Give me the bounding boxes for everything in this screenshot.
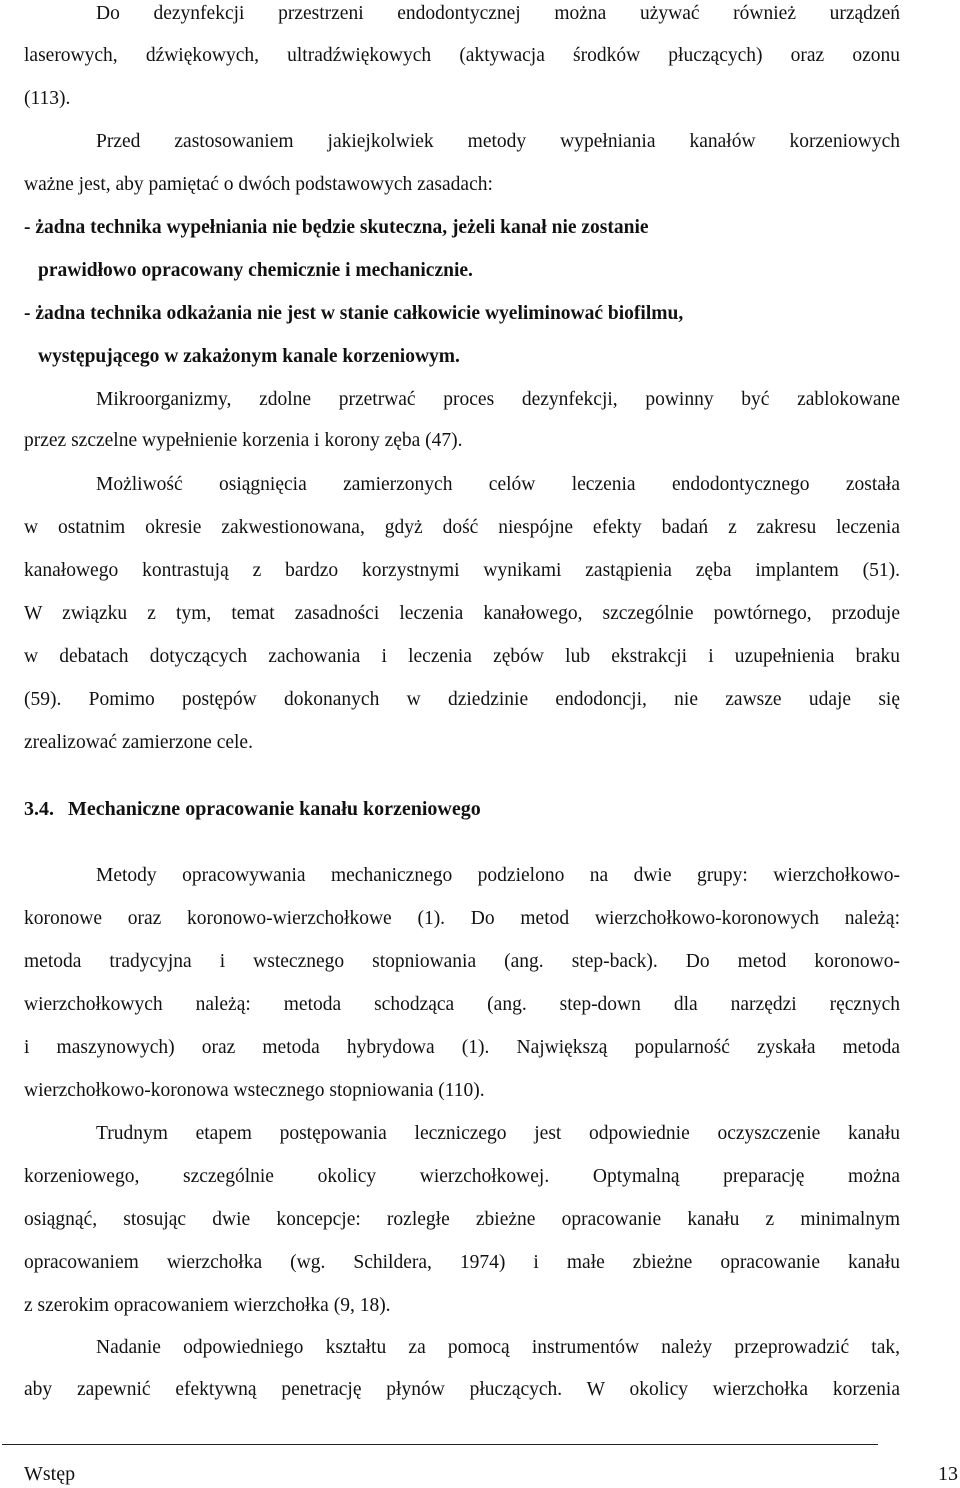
section-title: Mechaniczne opracowanie kanału korzeniowego xyxy=(68,798,481,820)
text-line: (113). xyxy=(24,88,71,109)
text-line: koronowe oraz koronowo-wierzchołkowe (1). Do metod wierzchołkowo-koronowych należą: xyxy=(24,908,900,929)
footer-divider xyxy=(2,1444,878,1445)
rule-item: - żadna technika wypełniania nie będzie skuteczna, jeżeli kanał nie zostanie xyxy=(24,217,649,238)
text-line: Do dezynfekcji przestrzeni endodontycznej można używać również urządzeń xyxy=(96,3,900,24)
text-line: opracowaniem wierzchołka (wg. Schildera, 1974) i małe zbieżne opracowanie kanału xyxy=(24,1252,900,1273)
text-line: aby zapewnić efektywną penetrację płynów płuczących. W okolicy wierzchołka korzenia xyxy=(24,1379,900,1400)
text-line: i maszynowych) oraz metoda hybrydowa (1). Największą popularność zyskała metoda xyxy=(24,1037,900,1058)
text-line: wierzchołkowych należą: metoda schodząca (ang. step-down dla narzędzi ręcznych xyxy=(24,994,900,1015)
text-line: korzeniowego, szczególnie okolicy wierzchołkowej. Optymalną preparację można xyxy=(24,1166,900,1187)
rule-item: - żadna technika odkażania nie jest w stanie całkowicie wyeliminować biofilmu, xyxy=(24,303,684,324)
text-line: z szerokim opracowaniem wierzchołka (9, 18). xyxy=(24,1295,391,1316)
text-line: zrealizować zamierzone cele. xyxy=(24,732,253,753)
text-line: w debatach dotyczących zachowania i leczenia zębów lub ekstrakcji i uzupełnienia braku xyxy=(24,646,900,667)
section-number: 3.4. xyxy=(24,798,54,820)
rule-item-continuation: prawidłowo opracowany chemicznie i mechanicznie. xyxy=(38,260,473,281)
text-line: Metody opracowywania mechanicznego podzielono na dwie grupy: wierzchołkowo- xyxy=(96,865,900,886)
text-line: Możliwość osiągnięcia zamierzonych celów leczenia endodontycznego została xyxy=(96,474,900,495)
text-line: ważne jest, aby pamiętać o dwóch podstawowych zasadach: xyxy=(24,174,493,195)
section-heading xyxy=(24,795,481,823)
text-line: kanałowego kontrastują z bardzo korzystnymi wynikami zastąpienia zęba implantem (51). xyxy=(24,560,900,581)
text-line: Nadanie odpowiedniego kształtu za pomocą instrumentów należy przeprowadzić tak, xyxy=(96,1337,900,1358)
text-line: W związku z tym, temat zasadności leczenia kanałowego, szczególnie powtórnego, przoduje xyxy=(24,603,900,624)
text-line: Mikroorganizmy, zdolne przetrwać proces dezynfekcji, powinny być zablokowane xyxy=(96,389,900,410)
text-line: wierzchołkowo-koronowa wstecznego stopniowania (110). xyxy=(24,1080,485,1101)
text-line: osiągnąć, stosując dwie koncepcje: rozległe zbieżne opracowanie kanału z minimalnym xyxy=(24,1209,900,1230)
footer-chapter-title: Wstęp xyxy=(24,1463,76,1485)
text-line: laserowych, dźwiękowych, ultradźwiękowych (aktywacja środków płuczących) oraz ozonu xyxy=(24,45,900,66)
text-line: Przed zastosowaniem jakiejkolwiek metody wypełniania kanałów korzeniowych xyxy=(96,131,900,152)
text-line: w ostatnim okresie zakwestionowana, gdyż dość niespójne efekty badań z zakresu leczenia xyxy=(24,517,900,538)
text-line: przez szczelne wypełnienie korzenia i korony zęba (47). xyxy=(24,430,463,451)
text-line: Trudnym etapem postępowania leczniczego jest odpowiednie oczyszczenie kanału xyxy=(96,1123,900,1144)
text-line: metoda tradycyjna i wstecznego stopniowania (ang. step-back). Do metod koronowo- xyxy=(24,951,900,972)
text-line: (59). Pomimo postępów dokonanych w dziedzinie endodoncji, nie zawsze udaje się xyxy=(24,689,900,710)
page-number: 13 xyxy=(938,1463,958,1485)
rule-item-continuation: występującego w zakażonym kanale korzeniowym. xyxy=(38,346,460,367)
